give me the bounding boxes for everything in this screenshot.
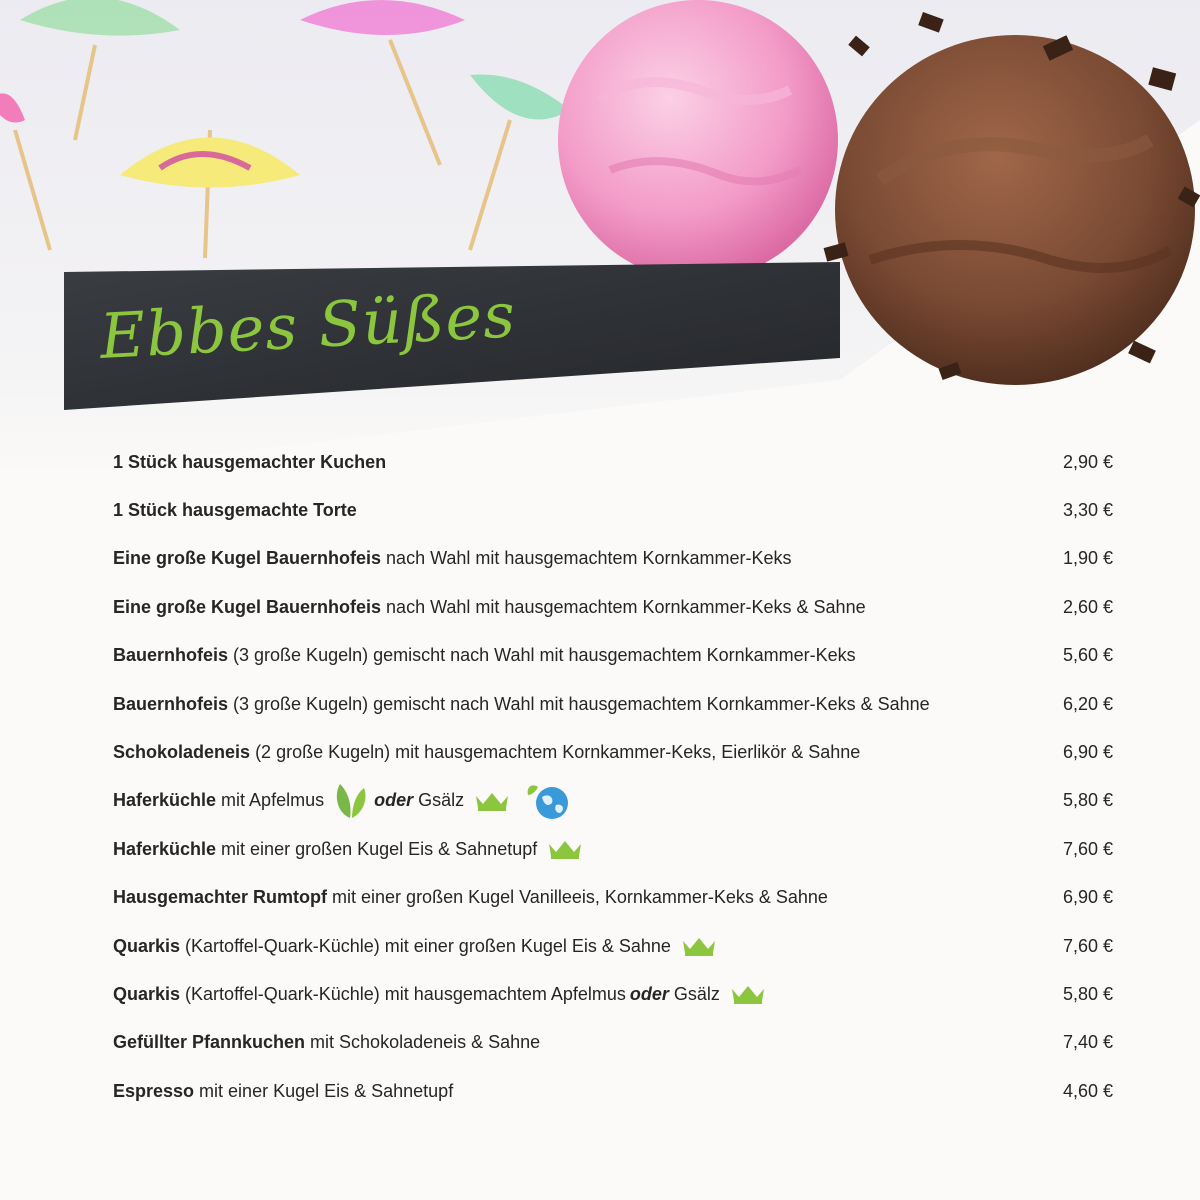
price: 1,90 €	[1062, 548, 1113, 569]
price: 7,60 €	[1062, 838, 1113, 859]
price: 5,80 €	[1062, 790, 1113, 811]
menu-item: Quarkis (Kartoffel-Quark-Küchle) mit einer großen Kugel Eis & Sahne 7,60 €	[113, 935, 1113, 956]
menu-item: Bauernhofeis (3 große Kugeln) gemischt nach Wahl mit hausgemachtem Kornkammer-Keks & Sahne 6,20 €	[113, 693, 1113, 714]
price: 2,90 €	[1062, 451, 1113, 472]
price: 3,30 €	[1062, 500, 1113, 521]
price: 6,90 €	[1062, 887, 1113, 908]
menu-item: Schokoladeneis (2 große Kugeln) mit hausgemachtem Kornkammer-Keks, Eierlikör & Sahne 6,90 €	[113, 742, 1113, 763]
crown-icon	[681, 935, 717, 957]
crown-icon	[547, 838, 583, 860]
price: 5,80 €	[1062, 983, 1113, 1004]
dessert-menu-list	[113, 438, 1113, 1115]
menu-item: Haferküchle mit einer großen Kugel Eis & Sahnetupf 7,60 €	[113, 838, 1113, 859]
menu-item: Quarkis (Kartoffel-Quark-Küchle) mit hausgemachtem Apfelmus oder Gsälz 5,80 €	[113, 983, 1113, 1004]
menu-item: Haferküchle mit Apfelmus oder Gsälz 5,80 €	[113, 777, 1113, 825]
price: 6,20 €	[1062, 693, 1113, 714]
price: 7,40 €	[1062, 1032, 1113, 1053]
price: 7,60 €	[1062, 935, 1113, 956]
vegan-leaf-icon	[334, 782, 368, 820]
globe-icon	[522, 781, 574, 821]
price: 2,60 €	[1062, 596, 1113, 617]
section-title: Ebbes Süßes	[98, 278, 518, 373]
strawberry-scoop	[558, 0, 838, 280]
menu-item: Bauernhofeis (3 große Kugeln) gemischt nach Wahl mit hausgemachtem Kornkammer-Keks 5,60 €	[113, 645, 1113, 666]
price: 6,90 €	[1062, 742, 1113, 763]
menu-item: Eine große Kugel Bauernhofeis nach Wahl mit hausgemachtem Kornkammer-Keks & Sahne 2,60 €	[113, 596, 1113, 617]
menu-item: Eine große Kugel Bauernhofeis nach Wahl mit hausgemachtem Kornkammer-Keks 1,90 €	[113, 548, 1113, 569]
menu-item: 1 Stück hausgemachte Torte 3,30 €	[113, 500, 1113, 521]
crown-icon	[730, 983, 766, 1005]
menu-item: Gefüllter Pfannkuchen mit Schokoladeneis & Sahne 7,40 €	[113, 1032, 1113, 1053]
price: 5,60 €	[1062, 645, 1113, 666]
menu-item: Hausgemachter Rumtopf mit einer großen Kugel Vanilleeis, Kornkammer-Keks & Sahne 6,90 €	[113, 887, 1113, 908]
menu-item: Espresso mit einer Kugel Eis & Sahnetupf 4,60 €	[113, 1080, 1113, 1101]
menu-item: 1 Stück hausgemachter Kuchen 2,90 €	[113, 451, 1113, 472]
crown-icon	[474, 790, 510, 812]
price: 4,60 €	[1062, 1080, 1113, 1101]
